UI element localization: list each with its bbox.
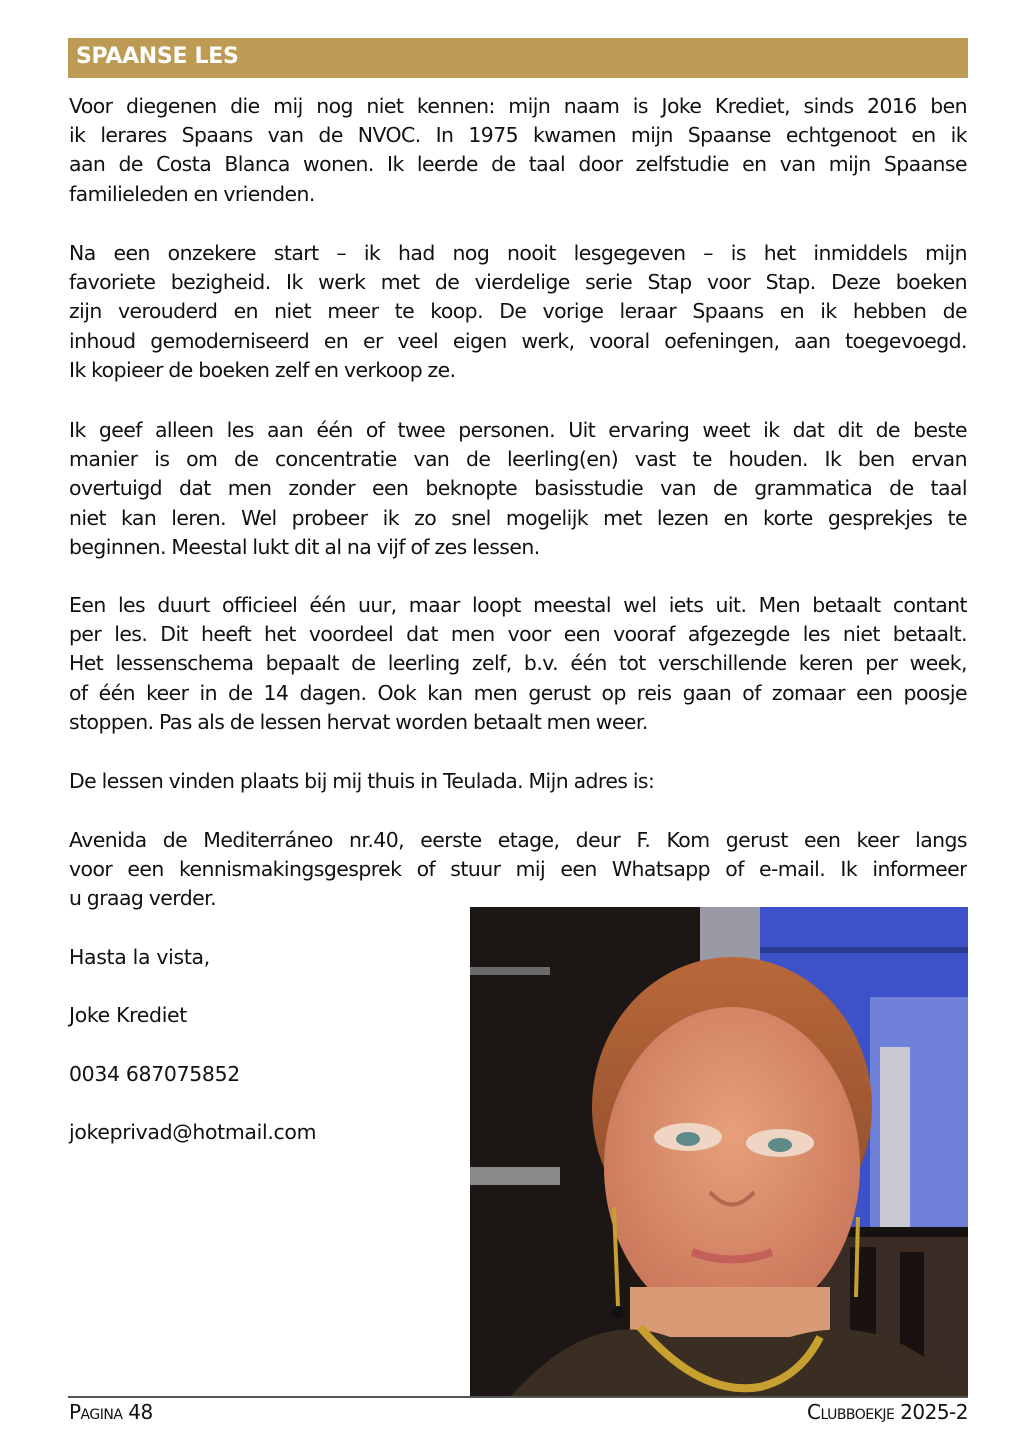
text-line: Na een onzekere start – ik had nog nooit lesgegeven – is het inmiddels mijn xyxy=(69,241,967,265)
text-line: Voor diegenen die mij nog niet kennen: mijn naam is Joke Krediet, sinds 2016 ben xyxy=(69,94,967,118)
text-line: per les. Dit heeft het voordeel dat men voor een vooraf afgezegde les niet betaalt. xyxy=(69,622,967,647)
portrait-illustration xyxy=(470,907,968,1397)
text-line: Het lessenschema bepaalt de leerling zelf, b.v. één tot verschillende keren per week, xyxy=(69,651,967,676)
footer-divider xyxy=(68,1396,968,1398)
signature-name: Joke Krediet xyxy=(69,1003,187,1027)
section-header-bar xyxy=(68,38,968,78)
text-line: of één keer in de 14 dagen. Ook kan men gerust op reis gaan of zomaar een poosje xyxy=(69,680,967,705)
paragraph-location xyxy=(69,767,967,796)
paragraph-payment xyxy=(69,591,967,737)
text-line: inhoud gemoderniseerd en er veel eigen werk, vooral oefeningen, aan toegevoegd. xyxy=(69,328,967,353)
portrait-photo xyxy=(470,907,968,1397)
signature-closing: Hasta la vista, xyxy=(69,945,210,969)
text-line: Avenida de Mediterráneo nr.40, eerste etage, deur F. Kom gerust een keer langs xyxy=(69,828,967,852)
text-line: niet kan leren. Wel probeer ik zo snel mogelijk met lezen en korte gesprekjes te xyxy=(69,505,967,530)
page-number: Pagina 48 xyxy=(69,1400,153,1424)
section-title: SPAANSE LES xyxy=(76,44,239,69)
signature-phone: 0034 687075852 xyxy=(69,1062,240,1086)
text-line: familieleden en vrienden. xyxy=(69,181,315,206)
text-line: zijn verouderd en niet meer te koop. De vorige leraar Spaans en ik hebben de xyxy=(69,299,967,324)
text-line: voor een kennismakingsgesprek of stuur mij een Whatsapp of e-mail. Ik informeer xyxy=(69,857,967,882)
paragraph-intro xyxy=(69,92,967,209)
text-line: stoppen. Pas als de lessen hervat worden betaalt men weer. xyxy=(69,709,648,734)
text-line: aan de Costa Blanca wonen. Ik leerde de taal door zelfstudie en van mijn Spaanse xyxy=(69,152,967,177)
publication-name: Clubboekje 2025-2 xyxy=(807,1400,968,1424)
text-line: Een les duurt officieel één uur, maar loopt meestal wel iets uit. Men betaalt contant xyxy=(69,593,967,617)
paragraph-method xyxy=(69,416,967,562)
text-line: favoriete bezigheid. Ik werk met de vierdelige serie Stap voor Stap. Deze boeken xyxy=(69,270,967,295)
text-line: manier is om de concentratie van de leerling(en) vast te houden. Ik ben ervan xyxy=(69,447,967,472)
text-line: De lessen vinden plaats bij mij thuis in Teulada. Mijn adres is: xyxy=(69,769,655,793)
signature-email[interactable]: jokeprivad@hotmail.com xyxy=(69,1120,317,1144)
paragraph-start xyxy=(69,239,967,385)
text-line: beginnen. Meestal lukt dit al na vijf of zes lessen. xyxy=(69,534,540,559)
text-line: u graag verder. xyxy=(69,886,217,911)
text-line: ik lerares Spaans van de NVOC. In 1975 kwamen mijn Spaanse echtgenoot en ik xyxy=(69,123,967,148)
paragraph-address xyxy=(69,826,967,914)
text-line: Ik kopieer de boeken zelf en verkoop ze. xyxy=(69,357,456,382)
text-line: Ik geef alleen les aan één of twee personen. Uit ervaring weet ik dat dit de beste xyxy=(69,418,967,442)
text-line: overtuigd dat men zonder een beknopte basisstudie van de grammatica de taal xyxy=(69,476,967,501)
